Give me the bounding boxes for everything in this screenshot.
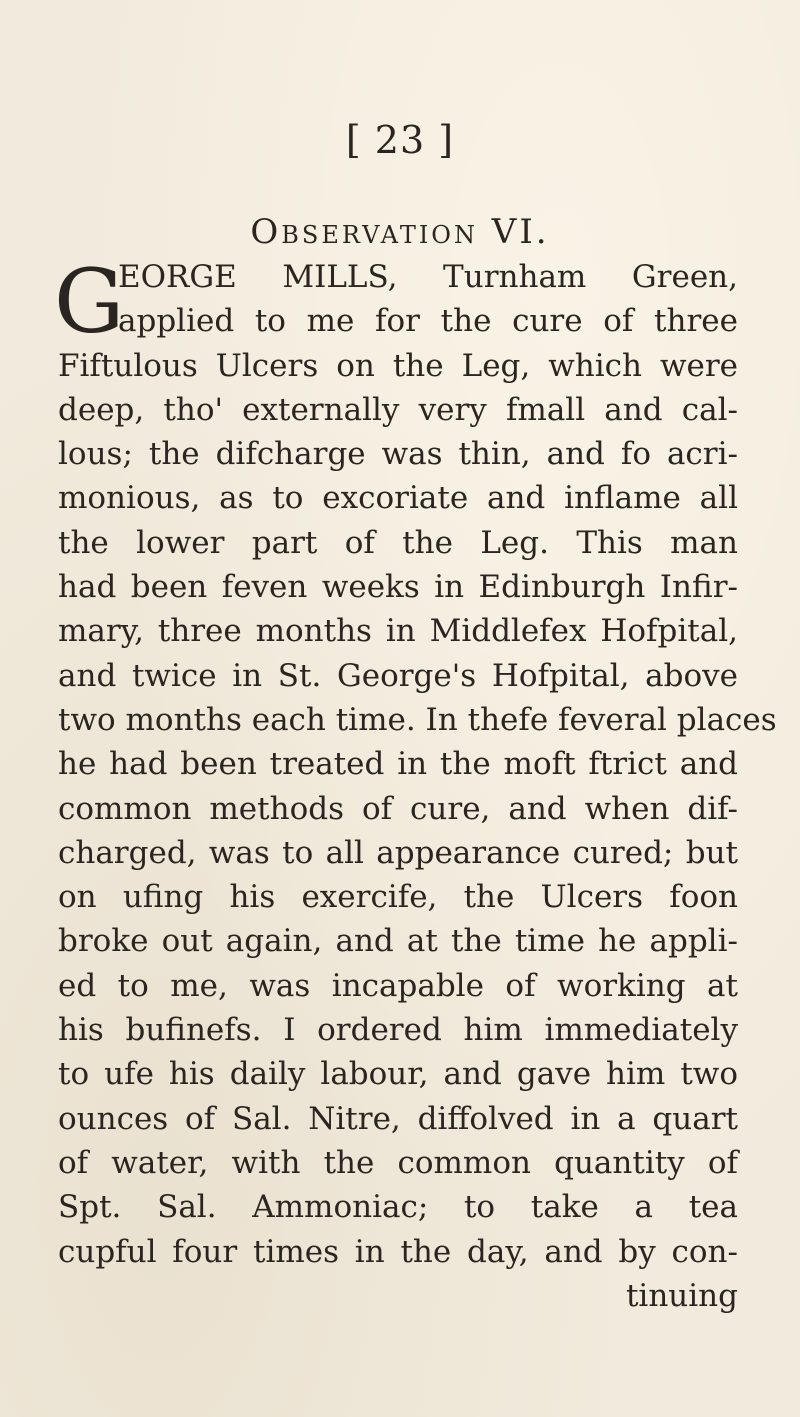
text-line: lous; the difcharge was thin, and fo acri- [58,436,738,473]
page-number: [ 23 ] [345,118,455,162]
text-line: on ufing his exercife, the Ulcers foon [58,879,738,916]
text-line: and twice in St. George's Hofpital, above [58,657,738,694]
text-line: broke out again, and at the time he appli- [58,923,738,960]
text-line: mary, three months in Middlefex Hofpital, [58,613,738,650]
body-text [54,250,777,1318]
text-line: EORGE MILLS, Turnham Green, [118,259,738,295]
text-line: had been feven weeks in Edinburgh Infir- [58,569,738,606]
text-line: common methods of cure, and when dif- [58,790,738,827]
section-heading: Observation VI. [250,212,550,252]
text-line: of water, with the common quantity of [58,1144,738,1181]
drop-cap: G [54,250,125,353]
text-line: monious, as to excoriate and inflame all [58,480,738,517]
text-line: deep, tho' externally very fmall and cal- [58,391,738,428]
text-line: Spt. Sal. Ammoniac; to take a tea [58,1189,738,1226]
text-line: ed to me, was incapable of working at [58,967,738,1004]
text-line: his bufinefs. I ordered him immediately [58,1012,738,1049]
text-line: to ufe his daily labour, and gave him two [58,1056,738,1093]
text-line: cupful four times in the day, and by con- [58,1233,738,1270]
text-line: he had been treated in the moft ftrict and [58,746,738,783]
text-line: the lower part of the Leg. This man [58,524,738,561]
catchword: tinuing [625,1277,738,1314]
text-line: applied to me for the cure of three [118,303,738,340]
text-line: two months each time. In thefe feveral places [58,701,777,738]
text-line: charged, was to all appearance cured; but [58,834,738,871]
text-line: ounces of Sal. Nitre, diffolved in a quart [58,1100,738,1137]
text-line: Fiftulous Ulcers on the Leg, which were [58,347,738,384]
